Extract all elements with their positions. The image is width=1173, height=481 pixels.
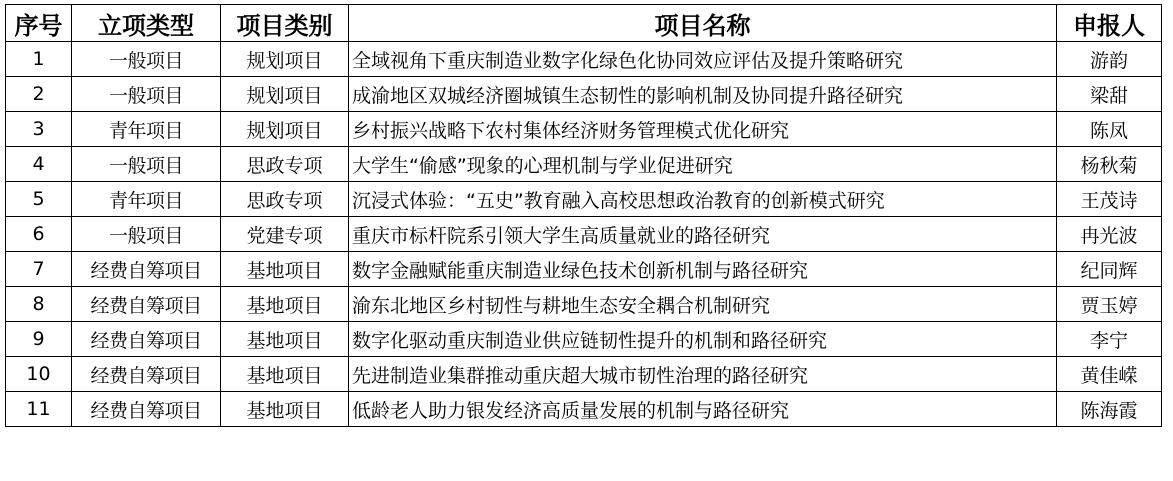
cell-name: 低龄老人助力银发经济高质量发展的机制与路径研究 — [349, 392, 1057, 427]
cell-applicant: 陈凤 — [1057, 112, 1162, 147]
cell-no: 2 — [6, 77, 72, 112]
cell-name: 沉浸式体验：“五史”教育融入高校思想政治教育的创新模式研究 — [349, 182, 1057, 217]
table-row — [6, 42, 1162, 77]
cell-category: 基地项目 — [221, 287, 349, 322]
cell-no: 5 — [6, 182, 72, 217]
table-row — [6, 147, 1162, 182]
project-table-container — [5, 4, 1162, 427]
table-row — [6, 112, 1162, 147]
cell-applicant: 李宁 — [1057, 322, 1162, 357]
cell-type: 经费自筹项目 — [72, 287, 221, 322]
cell-type: 经费自筹项目 — [72, 252, 221, 287]
header-name: 项目名称 — [349, 5, 1057, 42]
cell-type: 经费自筹项目 — [72, 322, 221, 357]
table-header-row — [6, 5, 1162, 42]
header-no: 序号 — [6, 5, 72, 42]
cell-applicant: 冉光波 — [1057, 217, 1162, 252]
header-category: 项目类别 — [221, 5, 349, 42]
cell-no: 6 — [6, 217, 72, 252]
table-body — [6, 42, 1162, 427]
cell-name: 全域视角下重庆制造业数字化绿色化协同效应评估及提升策略研究 — [349, 42, 1057, 77]
table-row — [6, 357, 1162, 392]
cell-name: 乡村振兴战略下农村集体经济财务管理模式优化研究 — [349, 112, 1057, 147]
cell-applicant: 黄佳嵘 — [1057, 357, 1162, 392]
table-row — [6, 287, 1162, 322]
table-row — [6, 182, 1162, 217]
cell-category: 思政专项 — [221, 182, 349, 217]
cell-type: 一般项目 — [72, 42, 221, 77]
cell-no: 1 — [6, 42, 72, 77]
cell-applicant: 杨秋菊 — [1057, 147, 1162, 182]
cell-no: 8 — [6, 287, 72, 322]
cell-type: 一般项目 — [72, 147, 221, 182]
cell-applicant: 梁甜 — [1057, 77, 1162, 112]
cell-applicant: 贾玉婷 — [1057, 287, 1162, 322]
cell-category: 基地项目 — [221, 392, 349, 427]
cell-no: 3 — [6, 112, 72, 147]
cell-category: 规划项目 — [221, 77, 349, 112]
project-table — [5, 4, 1162, 427]
cell-name: 数字金融赋能重庆制造业绿色技术创新机制与路径研究 — [349, 252, 1057, 287]
cell-no: 11 — [6, 392, 72, 427]
cell-applicant: 游韵 — [1057, 42, 1162, 77]
table-row — [6, 77, 1162, 112]
cell-name: 大学生“偷感”现象的心理机制与学业促进研究 — [349, 147, 1057, 182]
cell-category: 规划项目 — [221, 42, 349, 77]
header-applicant: 申报人 — [1057, 5, 1162, 42]
cell-category: 基地项目 — [221, 322, 349, 357]
cell-type: 经费自筹项目 — [72, 392, 221, 427]
cell-category: 思政专项 — [221, 147, 349, 182]
cell-applicant: 纪同辉 — [1057, 252, 1162, 287]
table-row — [6, 392, 1162, 427]
cell-name: 重庆市标杆院系引领大学生高质量就业的路径研究 — [349, 217, 1057, 252]
cell-category: 党建专项 — [221, 217, 349, 252]
cell-name: 成渝地区双城经济圈城镇生态韧性的影响机制及协同提升路径研究 — [349, 77, 1057, 112]
table-row — [6, 252, 1162, 287]
cell-category: 基地项目 — [221, 357, 349, 392]
cell-applicant: 陈海霞 — [1057, 392, 1162, 427]
cell-type: 青年项目 — [72, 182, 221, 217]
table-row — [6, 217, 1162, 252]
cell-category: 规划项目 — [221, 112, 349, 147]
cell-type: 一般项目 — [72, 217, 221, 252]
cell-category: 基地项目 — [221, 252, 349, 287]
cell-no: 7 — [6, 252, 72, 287]
cell-name: 先进制造业集群推动重庆超大城市韧性治理的路径研究 — [349, 357, 1057, 392]
header-type: 立项类型 — [72, 5, 221, 42]
cell-type: 一般项目 — [72, 77, 221, 112]
cell-type: 青年项目 — [72, 112, 221, 147]
cell-no: 4 — [6, 147, 72, 182]
cell-name: 数字化驱动重庆制造业供应链韧性提升的机制和路径研究 — [349, 322, 1057, 357]
table-row — [6, 322, 1162, 357]
cell-no: 10 — [6, 357, 72, 392]
cell-applicant: 王茂诗 — [1057, 182, 1162, 217]
cell-type: 经费自筹项目 — [72, 357, 221, 392]
cell-name: 渝东北地区乡村韧性与耕地生态安全耦合机制研究 — [349, 287, 1057, 322]
cell-no: 9 — [6, 322, 72, 357]
